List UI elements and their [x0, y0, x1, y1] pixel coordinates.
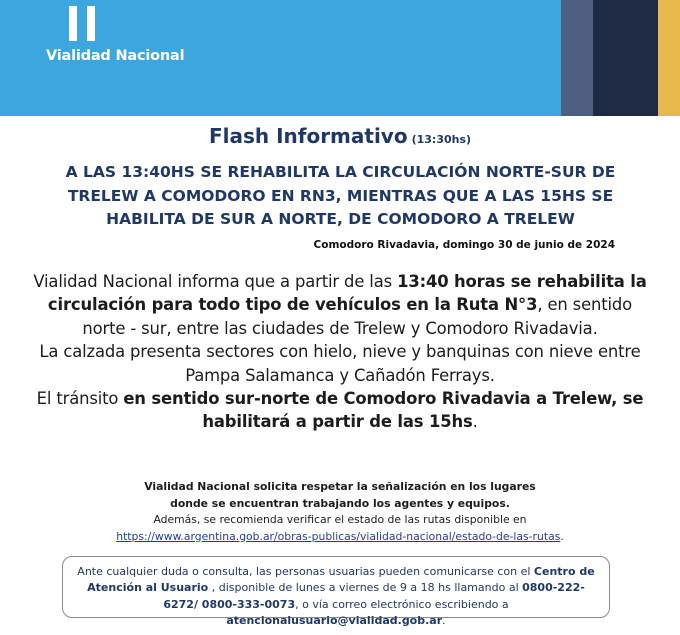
header-banner	[0, 0, 680, 116]
notes-line-2: donde se encuentran trabajando los agentes y equipos.	[170, 496, 510, 510]
p1-bold-route: la circulación para todo tipo de vehículos en la Ruta N°3	[47, 272, 647, 315]
paragraph-1: Vialidad Nacional informa que a partir de las 13:40 horas se rehabilita la circulación para todo tipo de vehículos en la Ruta N°3, en sentido norte - sur, entre las ciudades de Trelew y Comodoro Rivadavia.	[33, 272, 647, 338]
contact-box: Ante cualquier duda o consulta, las personas usuarias pueden comunicarse con el Centro de Atención al Usuario , disponible de lunes a viernes de 9 a 18 hs llamando al 0800-222-6272/ 0800-333-0073, o vía correo electrónico escribiendo a atencionalusuario@vialidad.gob.ar.	[62, 556, 610, 618]
contact-center-name: Centro de Atención al Usuario	[87, 565, 595, 595]
dateline: Comodoro Rivadavia, domingo 30 de junio de 2024	[313, 239, 615, 251]
title-text: Flash Informativo	[208, 124, 408, 148]
body-text	[28, 270, 652, 434]
logo-bar-right-icon	[87, 6, 95, 41]
headline: A LAS 13:40HS SE REHABILITA LA CIRCULACIÓN NORTE-SUR DE TRELEW A COMODORO EN RN3, MIENTRAS QUE A LAS 15HS SE HABILITA DE SUR A NORTE, DE COMODORO A TRELEW	[65, 163, 616, 228]
stripe-gold	[658, 0, 680, 116]
notes-line-3: Además, se recomienda verificar el estado de las rutas disponible en	[153, 513, 527, 526]
contact-phone: 0800-222-6272/ 0800-333-0073	[163, 581, 585, 611]
stripe-navy	[593, 0, 658, 116]
p3-bold: en sentido sur-norte de Comodoro Rivadavia a Trelew, se habilitará a partir de las 15hs	[123, 389, 644, 432]
paragraph-3: El tránsito en sentido sur-norte de Comodoro Rivadavia a Trelew, se habilitará a partir de las 15hs.	[36, 389, 644, 432]
contact-email[interactable]: atencionalusuario@vialidad.gob.ar	[226, 613, 443, 627]
stripe-slate	[561, 0, 593, 116]
page-title	[0, 124, 680, 148]
paragraph-2: La calzada presenta sectores con hielo, nieve y banquinas con nieve entre Pampa Salamanca y Cañadón Ferrays.	[39, 342, 641, 385]
logo-bar-left-icon	[69, 6, 77, 41]
notes	[0, 479, 680, 545]
p1-bold-time: 13:40 horas se rehabilita	[397, 272, 625, 291]
notes-line-1: Vialidad Nacional solicita respetar la señalización en los lugares	[144, 480, 536, 493]
title-time: (13:30hs)	[411, 133, 472, 146]
notes-link-line: https://www.argentina.gob.ar/obras-publicas/vialidad-nacional/estado-de-las-rutas.	[116, 529, 564, 543]
routes-status-link[interactable]: https://www.argentina.gob.ar/obras-publicas/vialidad-nacional/estado-de-las-rutas	[116, 529, 561, 543]
org-name: Vialidad Nacional	[46, 48, 185, 64]
